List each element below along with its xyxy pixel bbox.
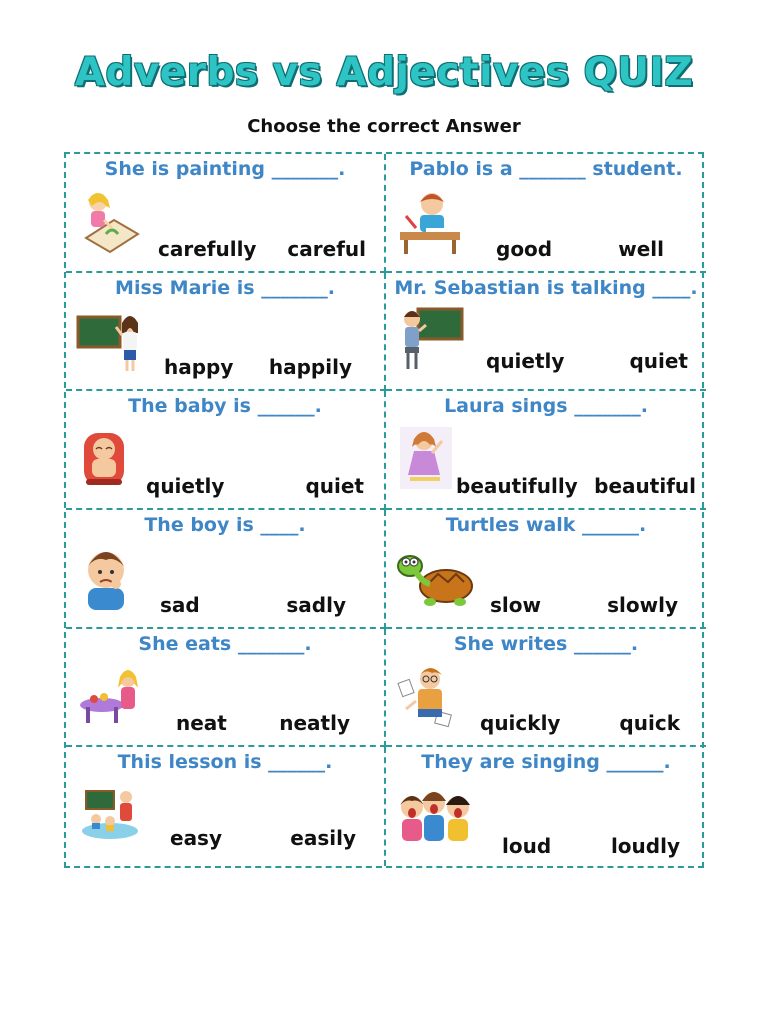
- question-prompt: The boy is ____.: [144, 513, 306, 536]
- turtle-icon: [396, 542, 476, 612]
- quiz-card: [386, 154, 706, 273]
- answer-option-a[interactable]: loud: [502, 833, 552, 858]
- answer-option-b[interactable]: well: [618, 236, 664, 261]
- question-prompt: Miss Marie is _______.: [115, 276, 335, 299]
- kids-singing-icon: [396, 779, 476, 849]
- question-prompt: Turtles walk ______.: [445, 513, 647, 536]
- quiz-card: [66, 273, 386, 392]
- question-prompt: Mr. Sebastian is talking ____.: [394, 276, 698, 299]
- girl-eating-icon: [76, 661, 144, 731]
- quiz-card: [386, 510, 706, 629]
- baby-seat-icon: [76, 423, 144, 493]
- answer-option-a[interactable]: quietly: [146, 473, 225, 498]
- girl-singing-icon: [396, 423, 464, 493]
- answer-option-b[interactable]: careful: [287, 236, 366, 261]
- classroom-lesson-icon: [76, 779, 144, 849]
- answer-option-b[interactable]: beautiful: [594, 473, 696, 498]
- writer-icon: [396, 661, 464, 731]
- answer-option-b[interactable]: easily: [290, 825, 356, 850]
- quiz-card: [66, 747, 386, 866]
- answer-option-b[interactable]: loudly: [610, 833, 680, 858]
- quiz-card: [66, 629, 386, 748]
- page-title: Adverbs vs Adjectives QUIZ: [74, 50, 694, 95]
- answer-option-a[interactable]: carefully: [158, 236, 257, 261]
- quiz-card: [386, 629, 706, 748]
- answer-option-a[interactable]: happy: [164, 355, 234, 380]
- quiz-card: [66, 510, 386, 629]
- answer-option-a[interactable]: quickly: [480, 711, 561, 736]
- quiz-card: [66, 154, 386, 273]
- answer-option-b[interactable]: slowly: [607, 592, 678, 617]
- answer-option-a[interactable]: quietly: [486, 349, 565, 374]
- answer-option-a[interactable]: neat: [176, 711, 227, 736]
- quiz-card: [66, 391, 386, 510]
- question-prompt: They are singing ______.: [421, 751, 671, 774]
- answer-option-b[interactable]: quiet: [305, 473, 364, 498]
- boy-studying-icon: [396, 186, 464, 256]
- answer-option-a[interactable]: slow: [490, 592, 541, 617]
- instructions: Choose the correct Answer: [247, 116, 521, 137]
- answer-option-b[interactable]: sadly: [286, 592, 346, 617]
- answer-option-a[interactable]: easy: [170, 825, 223, 850]
- quiz-grid: [64, 152, 704, 868]
- teacher-talking-icon: [396, 305, 464, 375]
- question-prompt: She eats _______.: [138, 632, 312, 655]
- quiz-card: [386, 273, 706, 392]
- answer-option-b[interactable]: neatly: [279, 711, 350, 736]
- question-prompt: She writes ______.: [453, 632, 639, 655]
- question-prompt: Pablo is a _______ student.: [409, 158, 683, 180]
- answer-option-a[interactable]: sad: [160, 592, 200, 617]
- answer-option-b[interactable]: quick: [619, 711, 680, 736]
- question-prompt: She is painting _______.: [104, 158, 346, 180]
- question-prompt: This lesson is ______.: [117, 751, 333, 774]
- answer-option-b[interactable]: happily: [268, 355, 352, 380]
- teacher-chalkboard-icon: [76, 305, 144, 375]
- sad-boy-icon: [76, 542, 144, 612]
- quiz-card: [386, 747, 706, 866]
- quiz-card: [386, 391, 706, 510]
- question-prompt: Laura sings _______.: [444, 395, 648, 418]
- girl-painting-icon: [76, 186, 144, 256]
- answer-option-a[interactable]: beautifully: [456, 473, 578, 498]
- answer-option-b[interactable]: quiet: [629, 349, 688, 374]
- answer-option-a[interactable]: good: [496, 236, 553, 261]
- question-prompt: The baby is ______.: [128, 395, 322, 418]
